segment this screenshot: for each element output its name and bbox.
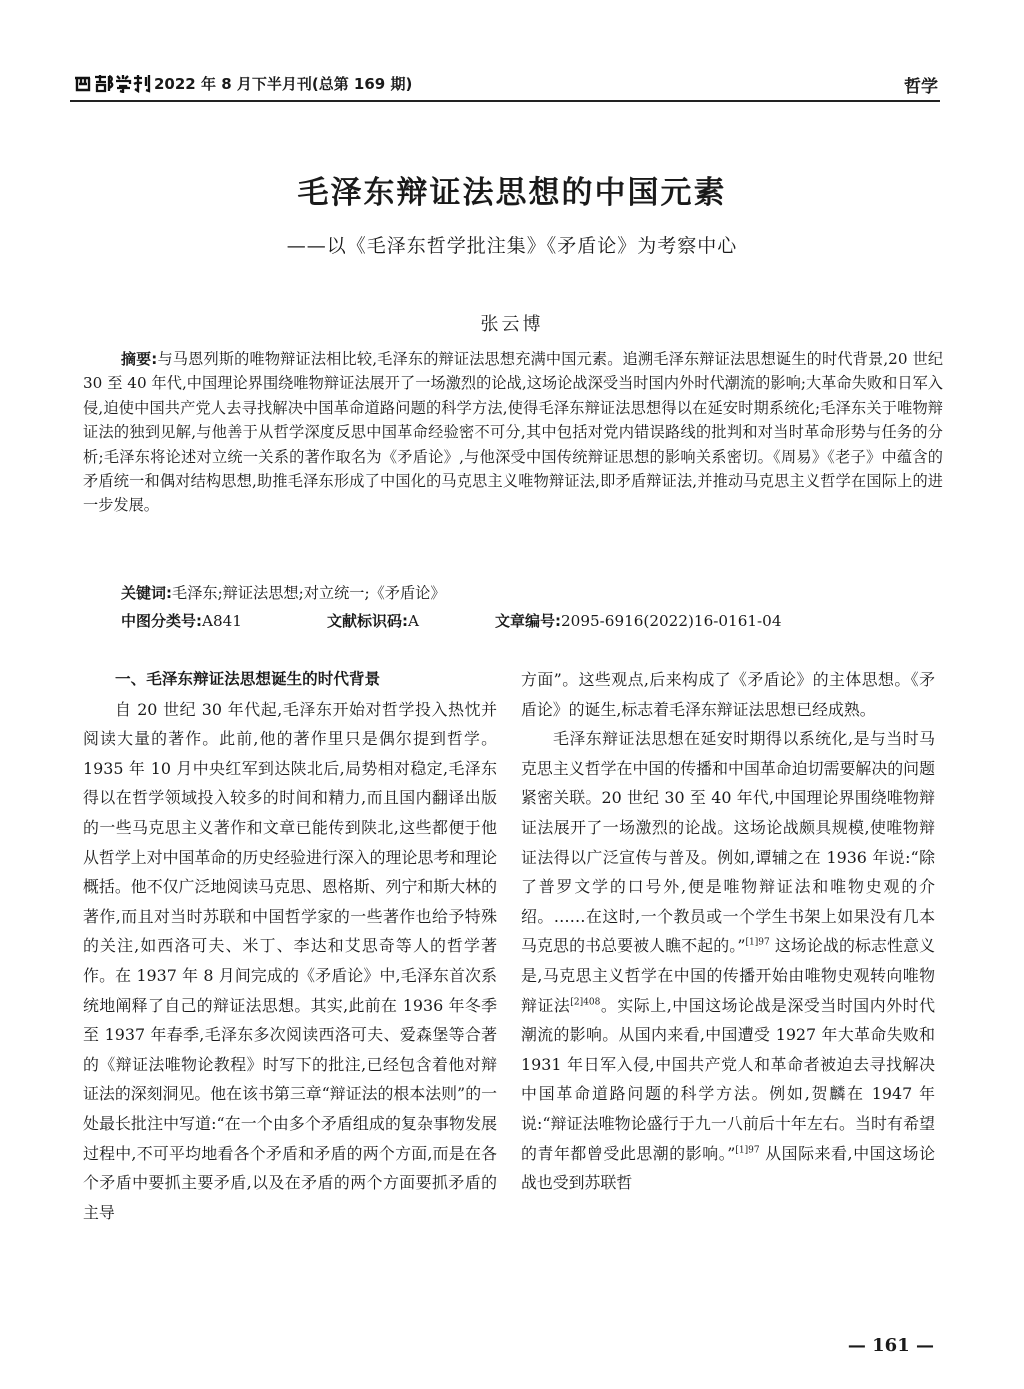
- body-column-left: [83, 665, 497, 1227]
- journal-logo-lettering: [73, 73, 151, 93]
- author-name: 张云博: [480, 314, 544, 335]
- abstract-label: 摘要:: [121, 350, 158, 368]
- citation-marker: [1]97: [735, 1145, 760, 1156]
- abstract: [83, 347, 943, 518]
- classification-line: [121, 609, 941, 633]
- paragraph-text: 从国际来看,中国这场论战也受到苏联哲: [521, 1143, 935, 1193]
- keywords: [121, 581, 941, 605]
- clc-value: A841: [202, 612, 242, 630]
- body-paragraph: 自 20 世纪 30 年代起,毛泽东开始对哲学投入热忱并阅读大量的著作。此前,他的著作里只是偶尔提到哲学。1935 年 10 月中央红军到达陕北后,局势相对稳定,毛泽东得以在哲学领域投入较多的时间和精力,而且国内翻译出版的一些马克思主义著作和文章已能传到陕北,这些都便于他从哲学上对中国革命的历史经验进行深入的理论思考和理论概括。他不仅广泛地阅读马克思、恩格斯、列宁和斯大林的著作,而且对当时苏联和中国哲学家的一些著作也给予特殊的关注,如西洛可夫、米丁、李达和艾思奇等人的哲学著作。在 1937 年 8 月间完成的《矛盾论》中,毛泽东首次系统地阐释了自己的辩证法思想。其实,此前在 1936 年冬季至 1937 年春季,毛泽东多次阅读西洛可夫、爱森堡等合著的《辩证法唯物论教程》时写下的批注,已经包含着他对辩证法的深刻洞见。他在该书第三章“辩证法的根本法则”的一处最长批注中写道:“在一个由多个矛盾组成的复杂事物发展过程中,不可平均地看各个矛盾和矛盾的两个方面,而是在各个矛盾中要抓主要矛盾,以及在矛盾的两个方面要抓矛盾的主导: [83, 699, 497, 1222]
- section-name: 哲学: [904, 77, 938, 97]
- abstract-text: 与马恩列斯的唯物辩证法相比较,毛泽东的辩证法思想充满中国元素。追溯毛泽东辩证法思想诞生的时代背景,20 世纪 30 至 40 年代,中国理论界围绕唯物辩证法展开了一场激烈的论战,这场论战深受当时国内外时代潮流的影响;大革命失败和日军入侵,迫使中国共产党人去寻找解决中国革命道路问题的科学方法,使得毛泽东辩证法思想得以在延安时期系统化;毛泽东关于唯物辩证法的独到见解,与他善于从哲学深度反思中国革命经验密不可分,其中包括对党内错误路线的批判和对当时革命形势与任务的分析;毛泽东将论述对立统一关系的著作取名为《矛盾论》,与他深受中国传统辩证思想的影响关系密切。《周易》《老子》中蕴含的矛盾统一和偶对结构思想,助推毛泽东形成了中国化的马克思主义唯物辩证法,即矛盾辩证法,并推动马克思主义哲学在国际上的进一步发展。: [83, 350, 944, 515]
- clc-number: [121, 609, 242, 633]
- running-header: [70, 70, 940, 102]
- journal-logo: [73, 73, 151, 97]
- keywords-text: 毛泽东;辩证法思想;对立统一;《矛盾论》: [172, 584, 446, 602]
- keywords-label: 关键词:: [121, 584, 172, 602]
- body-column-right: [521, 665, 935, 1198]
- doc-value: A: [408, 612, 419, 630]
- article-label: 文章编号:: [495, 612, 561, 630]
- body-paragraph-continued: 方面”。这些观点,后来构成了《矛盾论》的主体思想。《矛盾论》的诞生,标志着毛泽东辩证法思想已经成熟。: [521, 670, 935, 719]
- clc-label: 中图分类号:: [121, 612, 202, 630]
- citation-marker: [2]408: [570, 997, 601, 1008]
- paragraph-text: 毛泽东辩证法思想在延安时期得以系统化,是与当时马克思主义哲学在中国的传播和中国革命迫切需要解决的问题紧密关联。20 世纪 30 至 40 年代,中国理论界围绕唯物辩证法展开了一场激烈的论战。这场论战颇具规模,使唯物辩证法得以广泛宣传与普及。例如,谭辅之在 1936 年说:“除了普罗文学的口号外,便是唯物辩证法和唯物史观的介绍。……在这时,一个教员或一个学生书架上如果没有几本马克思的书总要被人瞧不起的。”: [521, 729, 935, 956]
- section-heading: 一、毛泽东辩证法思想诞生的时代背景: [115, 670, 381, 688]
- document-code: [327, 609, 419, 633]
- paragraph-text: 。实际上,中国这场论战是深受当时国内外时代潮流的影响。从国内来看,中国遭受 1927 年大革命失败和 1931 年日军入侵,中国共产党人和革命者被迫去寻找解决中国革命道路问题的科学方法。例如,贺麟在 1947 年说:“辩证法唯物论盛行于九一八前后十年左右。当时有希望的青年都曾受此思潮的影响。”: [521, 995, 936, 1163]
- issue-info: 2022 年 8 月下半月刊(总第 169 期): [154, 75, 413, 93]
- paragraph-text: 这场论战的标志性意义是,马克思主义哲学在中国的传播开始由唯物史观转向唯物辩证法: [521, 936, 935, 1015]
- doc-label: 文献标识码:: [327, 612, 408, 630]
- citation-marker: [1]97: [745, 938, 770, 949]
- article-value: 2095-6916(2022)16-0161-04: [561, 612, 782, 630]
- page-number: — 161 —: [847, 1335, 934, 1356]
- body-paragraph: [521, 724, 935, 1198]
- article-subtitle: ——以《毛泽东哲学批注集》《矛盾论》为考察中心: [286, 235, 738, 257]
- article-title: 毛泽东辩证法思想的中国元素: [297, 175, 727, 211]
- article-number: [495, 609, 782, 633]
